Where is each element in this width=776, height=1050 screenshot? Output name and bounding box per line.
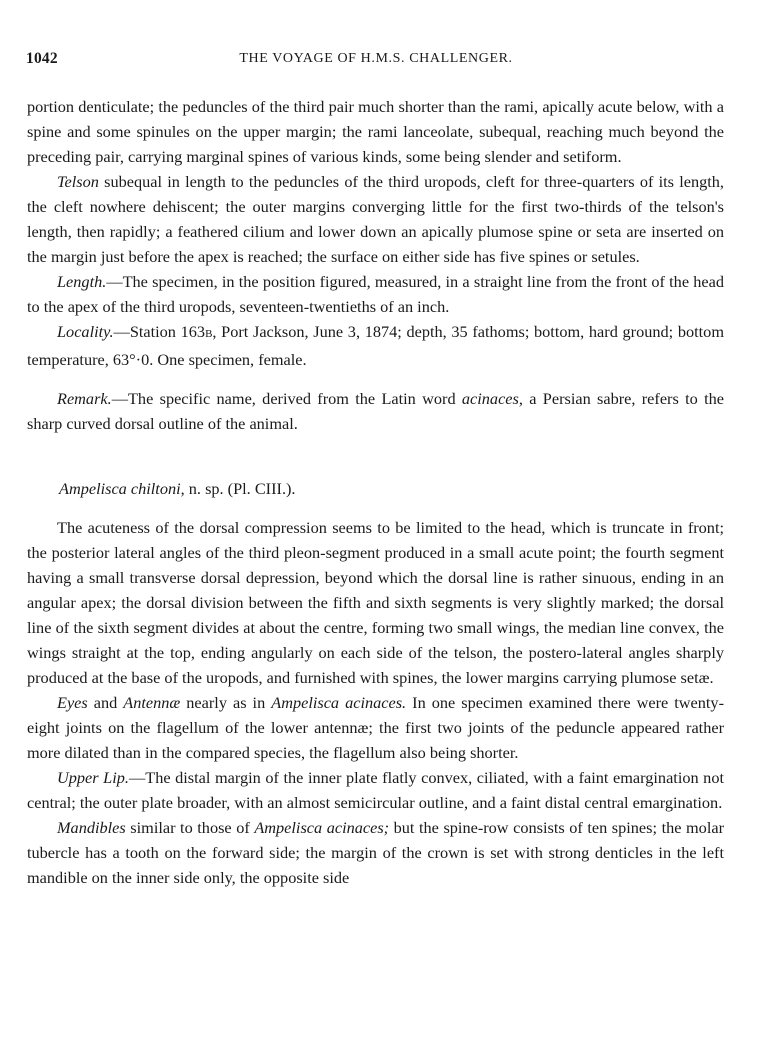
paragraph-locality	[27, 319, 724, 372]
italic-term: acinaces	[461, 389, 519, 408]
running-title: THE VOYAGE OF H.M.S. CHALLENGER.	[239, 51, 513, 66]
paragraph-text: —The specimen, in the position figured, measured, in a straight line from the front of the head to the apex of the third uropods, seventeen-twentieths of an inch.	[27, 272, 724, 316]
section-label-antennae: Antennæ	[123, 693, 181, 712]
spacer	[27, 372, 724, 386]
paragraph-upper-lip	[27, 765, 724, 815]
paragraph-text: but the spine-row consists of ten spines; the molar tubercle has a tooth on the forward side; the margin of the crown is set with strong denticles in the left mandible on the inner side only, the opposite side	[27, 818, 724, 887]
italic-species-ref: Ampelisca acinaces;	[254, 818, 390, 837]
section-label-locality: Locality.	[57, 322, 114, 341]
section-label-mandibles: Mandibles	[57, 818, 126, 837]
paragraph-text: subequal in length to the peduncles of the third uropods, cleft for three-quarters of its length, the cleft nowhere dehiscent; the outer margins converging little for the first two-thirds of the telson's length, then rapidly; a feathered cilium and lower down an apically plumose spine or seta are inserted on the margin just before the apex is reached; the surface on either side has five spines or setules.	[27, 172, 724, 266]
paragraph-text: In one specimen examined there were twenty-eight joints on the flagellum of the lower antennæ; the first two joints of the peduncle appeared rather more dilated than in the compared species, the flagellum also being shorter.	[27, 693, 724, 762]
species-heading-rest: , n. sp. (Pl. CIII.).	[180, 479, 296, 498]
paragraph-length	[27, 269, 724, 319]
paragraph-uropods-continuation	[27, 94, 724, 169]
section-label-length: Length.	[57, 272, 107, 291]
spacer	[27, 436, 724, 462]
section-label-upper-lip: Upper Lip.	[57, 768, 129, 787]
paragraph-text: —Station 163	[113, 322, 206, 341]
paragraph-mandibles	[27, 815, 724, 890]
paragraph-text: portion denticulate; the peduncles of the third pair much shorter than the rami, apically acute below, with a spine and some spinules on the upper margin; the rami lanceolate, subequal, reaching much beyond the preceding pair, carrying marginal spines of various kinds, some being slender and setiform.	[27, 97, 724, 166]
paragraph-remark	[27, 386, 724, 436]
paragraph-description	[27, 515, 724, 690]
paragraph-text: and	[87, 693, 124, 712]
species-name: Ampelisca chiltoni	[59, 479, 181, 498]
section-label-eyes: Eyes	[57, 693, 88, 712]
paragraph-text: , a Persian sabre, refers to the sharp curved dorsal outline of the animal.	[27, 389, 724, 433]
paragraph-text: , Port Jackson, June 3, 1874; depth, 35 fathoms; bottom, hard ground; bottom temperature, 63°·0. One specimen, female.	[27, 322, 724, 369]
paragraph-text: —The distal margin of the inner plate flatly convex, ciliated, with a faint emargination not central; the outer plate broader, with an almost semicircular outline, and a faint distal central emargination.	[27, 768, 724, 812]
paragraph-text: nearly as in	[180, 693, 272, 712]
paragraph-text: —The specific name, derived from the Latin word	[111, 389, 462, 408]
body-text	[27, 94, 724, 890]
spacer	[27, 501, 724, 515]
paragraph-text: The acuteness of the dorsal compression seems to be limited to the head, which is truncate in front; the posterior lateral angles of the third pleon-segment produced in a small acute point; the fourth segment having a small transverse dorsal depression, beyond which the dorsal line is rather sinuous, ending in an angular apex; the dorsal division between the fifth and sixth segments is very slightly marked; the dorsal line of the sixth segment divides at about the centre, forming two small wings, the median line convex, the wings straight at the top, ending angularly on each side of the telson, the postero-lateral angles sharply produced at the base of the uropods, and furnished with spines, the lower margins carrying plumose setæ.	[27, 518, 724, 687]
spacer	[27, 462, 724, 476]
paragraph-eyes-antennae	[27, 690, 724, 765]
page-number: 1042	[26, 50, 58, 67]
paragraph-text: similar to those of	[125, 818, 255, 837]
italic-species-ref: Ampelisca acinaces.	[271, 693, 407, 712]
species-heading	[27, 476, 724, 501]
section-label-telson: Telson	[57, 172, 99, 191]
section-label-remark: Remark.	[57, 389, 112, 408]
paragraph-telson	[27, 169, 724, 269]
station-suffix: B	[205, 328, 213, 340]
running-head	[26, 50, 726, 74]
